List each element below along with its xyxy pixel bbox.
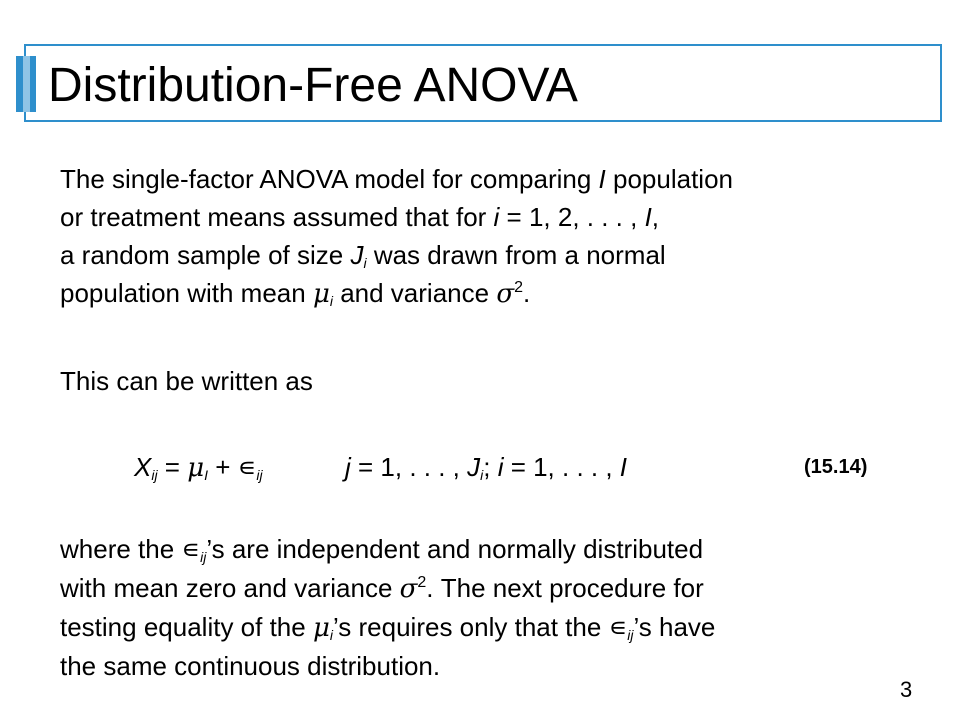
equation-expression: $X_{ij} = \mu_I$ + $∊_{ij}$ [134,452,263,483]
title-accent-bar [16,56,36,112]
model-equation [0,447,960,487]
paragraph-model-assumptions: The single-factor ANOVA model for comparing I population or treatment means assumed that for i = 1, 2, . . . , I, a random sample of size $J_i$ was drawn from a normal population with mean $\mu_i$ and variance $\sigma^2$. [60,164,734,309]
page-number: 3 [900,677,913,702]
slide-title: Distribution-Free ANOVA [48,59,578,112]
equation-number: (15.14) [804,456,868,478]
paragraph-written-as: This can be written as [60,366,313,396]
paragraph-error-assumptions: where the $∊_{ij}’s$ are independent and normally distributed with mean zero and variance $\sigma^2$. The next procedure for testing equality of the $\mu_i’s$ requires only that the $∊_{ij}’s$ have the same continuous distribution. [60,534,716,681]
equation-index-range: j = 1, . . . , $J_i$; i = 1, . . . , I [345,452,628,483]
